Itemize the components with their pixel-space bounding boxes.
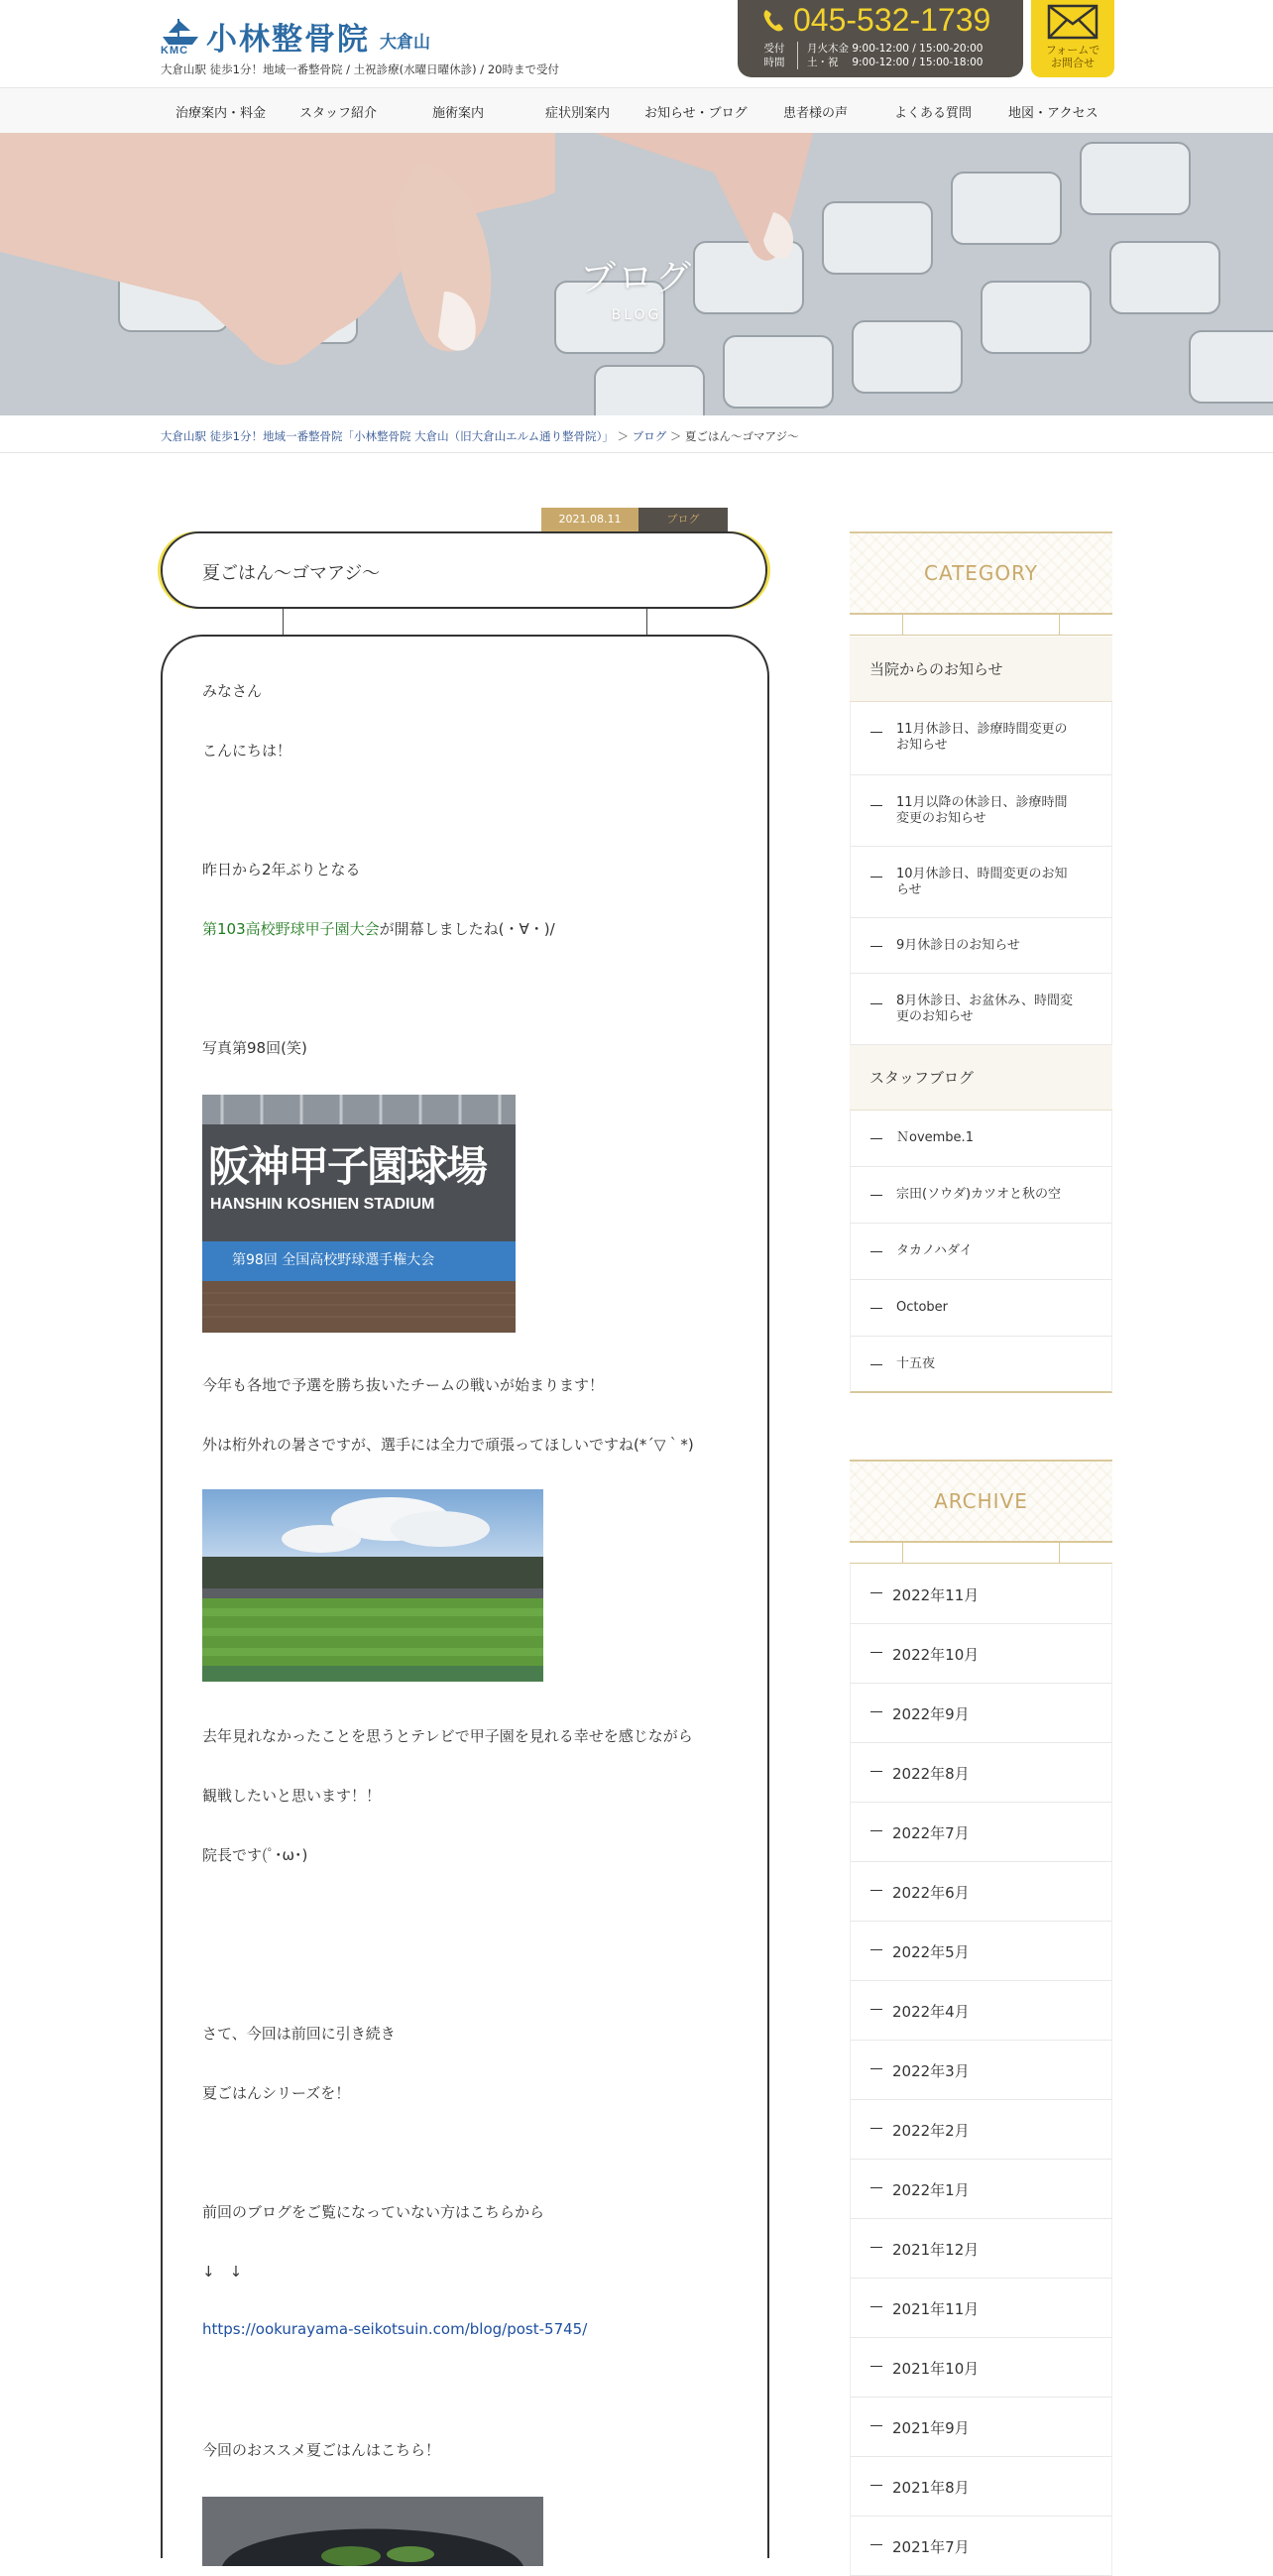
archive-heading: ARCHIVE (934, 1489, 1028, 1513)
archive-month-label: 2021年10月 (892, 2360, 980, 2378)
archive-month-link[interactable] (850, 1981, 1112, 2041)
stadium-sign-text: 阪神甲子園球場 (208, 1142, 487, 1191)
category-post-link[interactable] (850, 1280, 1112, 1337)
breadcrumb-current: 夏ごはん～ゴマアジ～ (685, 429, 799, 443)
post-paragraph (202, 918, 555, 939)
archive-month-label: 2021年12月 (892, 2241, 980, 2259)
nav-item-symptoms[interactable]: 症状別案内 (545, 106, 611, 121)
post-title: 夏ごはん～ゴマアジ～ (202, 563, 381, 584)
archive-month-link[interactable] (850, 2100, 1112, 2160)
category-post-link[interactable] (850, 702, 1112, 775)
post-paragraph: 今年も各地で予選を勝ち抜いたチームの戦いが始まります！ (202, 1376, 605, 1394)
contact-label-line-2: お問合せ (1051, 57, 1095, 69)
archive-month-label: 2022年8月 (892, 1765, 970, 1783)
post-paragraph (202, 2320, 587, 2338)
category-heading-tabs (850, 615, 1112, 636)
archive-month-label: 2022年4月 (892, 2003, 970, 2021)
nav-item-news-blog[interactable]: お知らせ・ブログ (644, 106, 748, 121)
logo-area: 大倉山 (380, 33, 430, 53)
site-logo[interactable] (161, 14, 430, 59)
nav-item-staff[interactable]: スタッフ紹介 (299, 106, 378, 121)
archive-month-link[interactable] (850, 2457, 1112, 2517)
hours-line-weekday: 月火木金 9:00-12:00 / 15:00-20:00 (807, 43, 984, 55)
archive-month-link[interactable] (850, 1803, 1112, 1862)
phone-box[interactable] (738, 0, 1023, 77)
archive-month-label: 2022年9月 (892, 1705, 970, 1723)
previous-post-link[interactable]: https://ookurayama-seikotsuin.com/blog/post-5745/ (202, 2320, 588, 2338)
main-nav (0, 87, 1273, 135)
archive-month-label: 2021年8月 (892, 2479, 970, 2497)
post-link-line: 変更のお知らせ (896, 811, 986, 826)
stadium-sign-english: HANSHIN KOSHIEN STADIUM (210, 1196, 435, 1213)
koshien-stadium-photo (202, 1095, 516, 1333)
hero-title: ブログ (579, 258, 693, 298)
contact-label-line-1: フォームで (1045, 44, 1100, 57)
archive-month-link[interactable] (850, 1922, 1112, 1981)
post-link-line: 8月休診日、お盆休み、時間変 (896, 994, 1074, 1008)
archive-month-label: 2022年6月 (892, 1884, 970, 1902)
category-group-news[interactable]: 当院からのお知らせ (850, 637, 1112, 702)
archive-month-link[interactable] (850, 1624, 1112, 1684)
archive-month-label: 2021年7月 (892, 2538, 970, 2556)
category-post-link[interactable] (850, 918, 1112, 974)
nav-item-treatments[interactable]: 施術案内 (432, 106, 485, 121)
breadcrumb-separator: ＞ (613, 429, 633, 443)
post-link-line: 更のお知らせ (896, 1009, 974, 1024)
post-link-line: タカノハダイ (896, 1243, 973, 1258)
post-paragraph: 外は桁外れの暑さですが、選手には全力で頑張ってほしいですね(*´▽｀*) (202, 1436, 694, 1454)
hours-label (757, 42, 791, 69)
post-date: 2021.08.11 (541, 508, 638, 531)
hours-text (807, 42, 984, 69)
nav-item-treatment-fees[interactable]: 治療案内・料金 (175, 106, 267, 121)
post-paragraph: 夏ごはんシリーズを！ (202, 2084, 351, 2102)
category-heading-box (850, 531, 1112, 615)
post-title-box (161, 531, 767, 609)
post-paragraph: 今回のおススメ夏ごはんはこちら！ (202, 2441, 441, 2459)
post-link-line: 11月休診日、診療時間変更の (896, 722, 1068, 737)
title-connector (283, 609, 647, 635)
post-link-line: Ｎovembe.1 (896, 1130, 974, 1145)
post-paragraph: 去年見れなかったことを思うとテレビで甲子園を見れる幸せを感じながら (202, 1727, 693, 1745)
archive-month-label: 2021年9月 (892, 2419, 970, 2437)
post-link-line: らせ (896, 882, 922, 897)
archive-month-link[interactable] (850, 2398, 1112, 2457)
archive-month-label: 2022年3月 (892, 2062, 970, 2080)
archive-month-label: 2021年11月 (892, 2300, 980, 2318)
archive-month-link[interactable] (850, 1743, 1112, 1803)
archive-heading-tabs (850, 1543, 1112, 1564)
stadium-banner-text: 第98回 全国高校野球選手権大会 (232, 1252, 435, 1268)
hours-divider (797, 42, 798, 69)
post-link-line: 9月休診日のお知らせ (896, 938, 1020, 953)
post-paragraph: こんにちは！ (202, 742, 292, 760)
category-post-link[interactable] (850, 1337, 1112, 1393)
hours-label-line-1: 受付 (763, 43, 785, 55)
category-post-link[interactable] (850, 847, 1112, 918)
post-link-line: 10月休診日、時間変更のお知 (896, 867, 1068, 881)
summer-food-photo (202, 2497, 543, 2566)
post-paragraph: 昨日から2年ぶりとなる (202, 861, 361, 878)
koshien-link[interactable]: 第103高校野球甲子園大会 (202, 920, 380, 938)
archive-month-link[interactable] (850, 2219, 1112, 2279)
post-paragraph: 写真第98回(笑) (202, 1039, 307, 1057)
post-paragraph: 院長です(ﾟ･ω･) (202, 1846, 308, 1864)
archive-month-label: 2022年11月 (892, 1586, 980, 1604)
phone-icon (761, 8, 785, 34)
archive-month-label: 2022年2月 (892, 2122, 970, 2140)
site-tagline: 大倉山駅 徒歩1分！地域一番整骨院 / 土祝診療(水曜日曜休診) / 20時まで受付 (161, 62, 559, 76)
post-paragraph: 観戦したいと思います！！ (202, 1787, 382, 1805)
archive-month-link[interactable] (850, 2279, 1112, 2338)
breadcrumb-blog-link[interactable]: ブログ (632, 429, 667, 443)
archive-month-link[interactable] (850, 2041, 1112, 2100)
category-post-link[interactable] (850, 775, 1112, 847)
post-link-line: October (896, 1300, 949, 1315)
phone-number[interactable]: 045-532-1739 (793, 2, 991, 38)
mail-icon (1047, 4, 1099, 40)
post-paragraph: さて、今回は前回に引き続き (202, 2025, 396, 2043)
archive-month-label: 2022年5月 (892, 1943, 970, 1961)
contact-button-label (1031, 44, 1114, 69)
archive-heading-box (850, 1460, 1112, 1543)
ship-logo-icon (161, 17, 200, 57)
hours-line-saturday: 土・祝 9:00-12:00 / 15:00-18:00 (807, 57, 984, 68)
hero-banner (0, 133, 1273, 415)
category-post-link[interactable] (850, 1167, 1112, 1224)
post-link-line: お知らせ (896, 738, 948, 753)
archive-month-link[interactable] (850, 2338, 1112, 2398)
nav-item-map-access[interactable]: 地図・アクセス (1008, 106, 1099, 121)
archive-month-label: 2022年10月 (892, 1646, 980, 1664)
archive-month-label: 2022年7月 (892, 1824, 970, 1842)
logo-mark-text: KMC (161, 44, 189, 57)
post-paragraph-rest: が開幕しましたね(・∀・)/ (379, 920, 555, 938)
nav-item-testimonials[interactable]: 患者様の声 (783, 106, 849, 121)
category-post-link[interactable] (850, 1224, 1112, 1280)
post-category-tag[interactable]: ブログ (638, 508, 728, 531)
category-post-link[interactable] (850, 1111, 1112, 1167)
post-link-line: 宗田(ソウダ)カツオと秋の空 (896, 1187, 1062, 1202)
post-paragraph: ↓ ↓ (202, 2263, 243, 2281)
hours-label-line-2: 時間 (763, 57, 785, 68)
hero-subtitle: BLOG (611, 307, 662, 323)
post-paragraph: みなさん (202, 682, 263, 700)
archive-month-link[interactable] (850, 2160, 1112, 2219)
breadcrumb (0, 416, 1273, 453)
breadcrumb-separator: ＞ (666, 429, 686, 443)
category-group-staff-blog[interactable]: スタッフブログ (850, 1045, 1112, 1111)
contact-form-button[interactable] (1031, 0, 1114, 77)
category-heading: CATEGORY (923, 561, 1039, 585)
archive-month-link[interactable] (850, 2517, 1112, 2576)
breadcrumb-home-link[interactable]: 大倉山駅 徒歩1分！地域一番整骨院「小林整骨院 大倉山（旧大倉山エルム通り整骨院）」 (161, 429, 614, 443)
archive-month-label: 2022年1月 (892, 2181, 970, 2199)
nav-item-faq[interactable]: よくある質問 (894, 106, 973, 121)
archive-month-link[interactable] (850, 1684, 1112, 1743)
post-content (161, 635, 769, 2558)
archive-month-link[interactable] (850, 1565, 1112, 1624)
logo-name: 小林整骨院 (206, 22, 370, 58)
category-post-link[interactable] (850, 974, 1112, 1045)
archive-month-link[interactable] (850, 1862, 1112, 1922)
post-paragraph: 前回のブログをご覧になっていない方はこちらから (202, 2203, 545, 2221)
baseball-field-photo (202, 1489, 543, 1682)
post-link-line: 十五夜 (896, 1356, 936, 1371)
post-link-line: 11月以降の休診日、診療時間 (896, 795, 1068, 810)
